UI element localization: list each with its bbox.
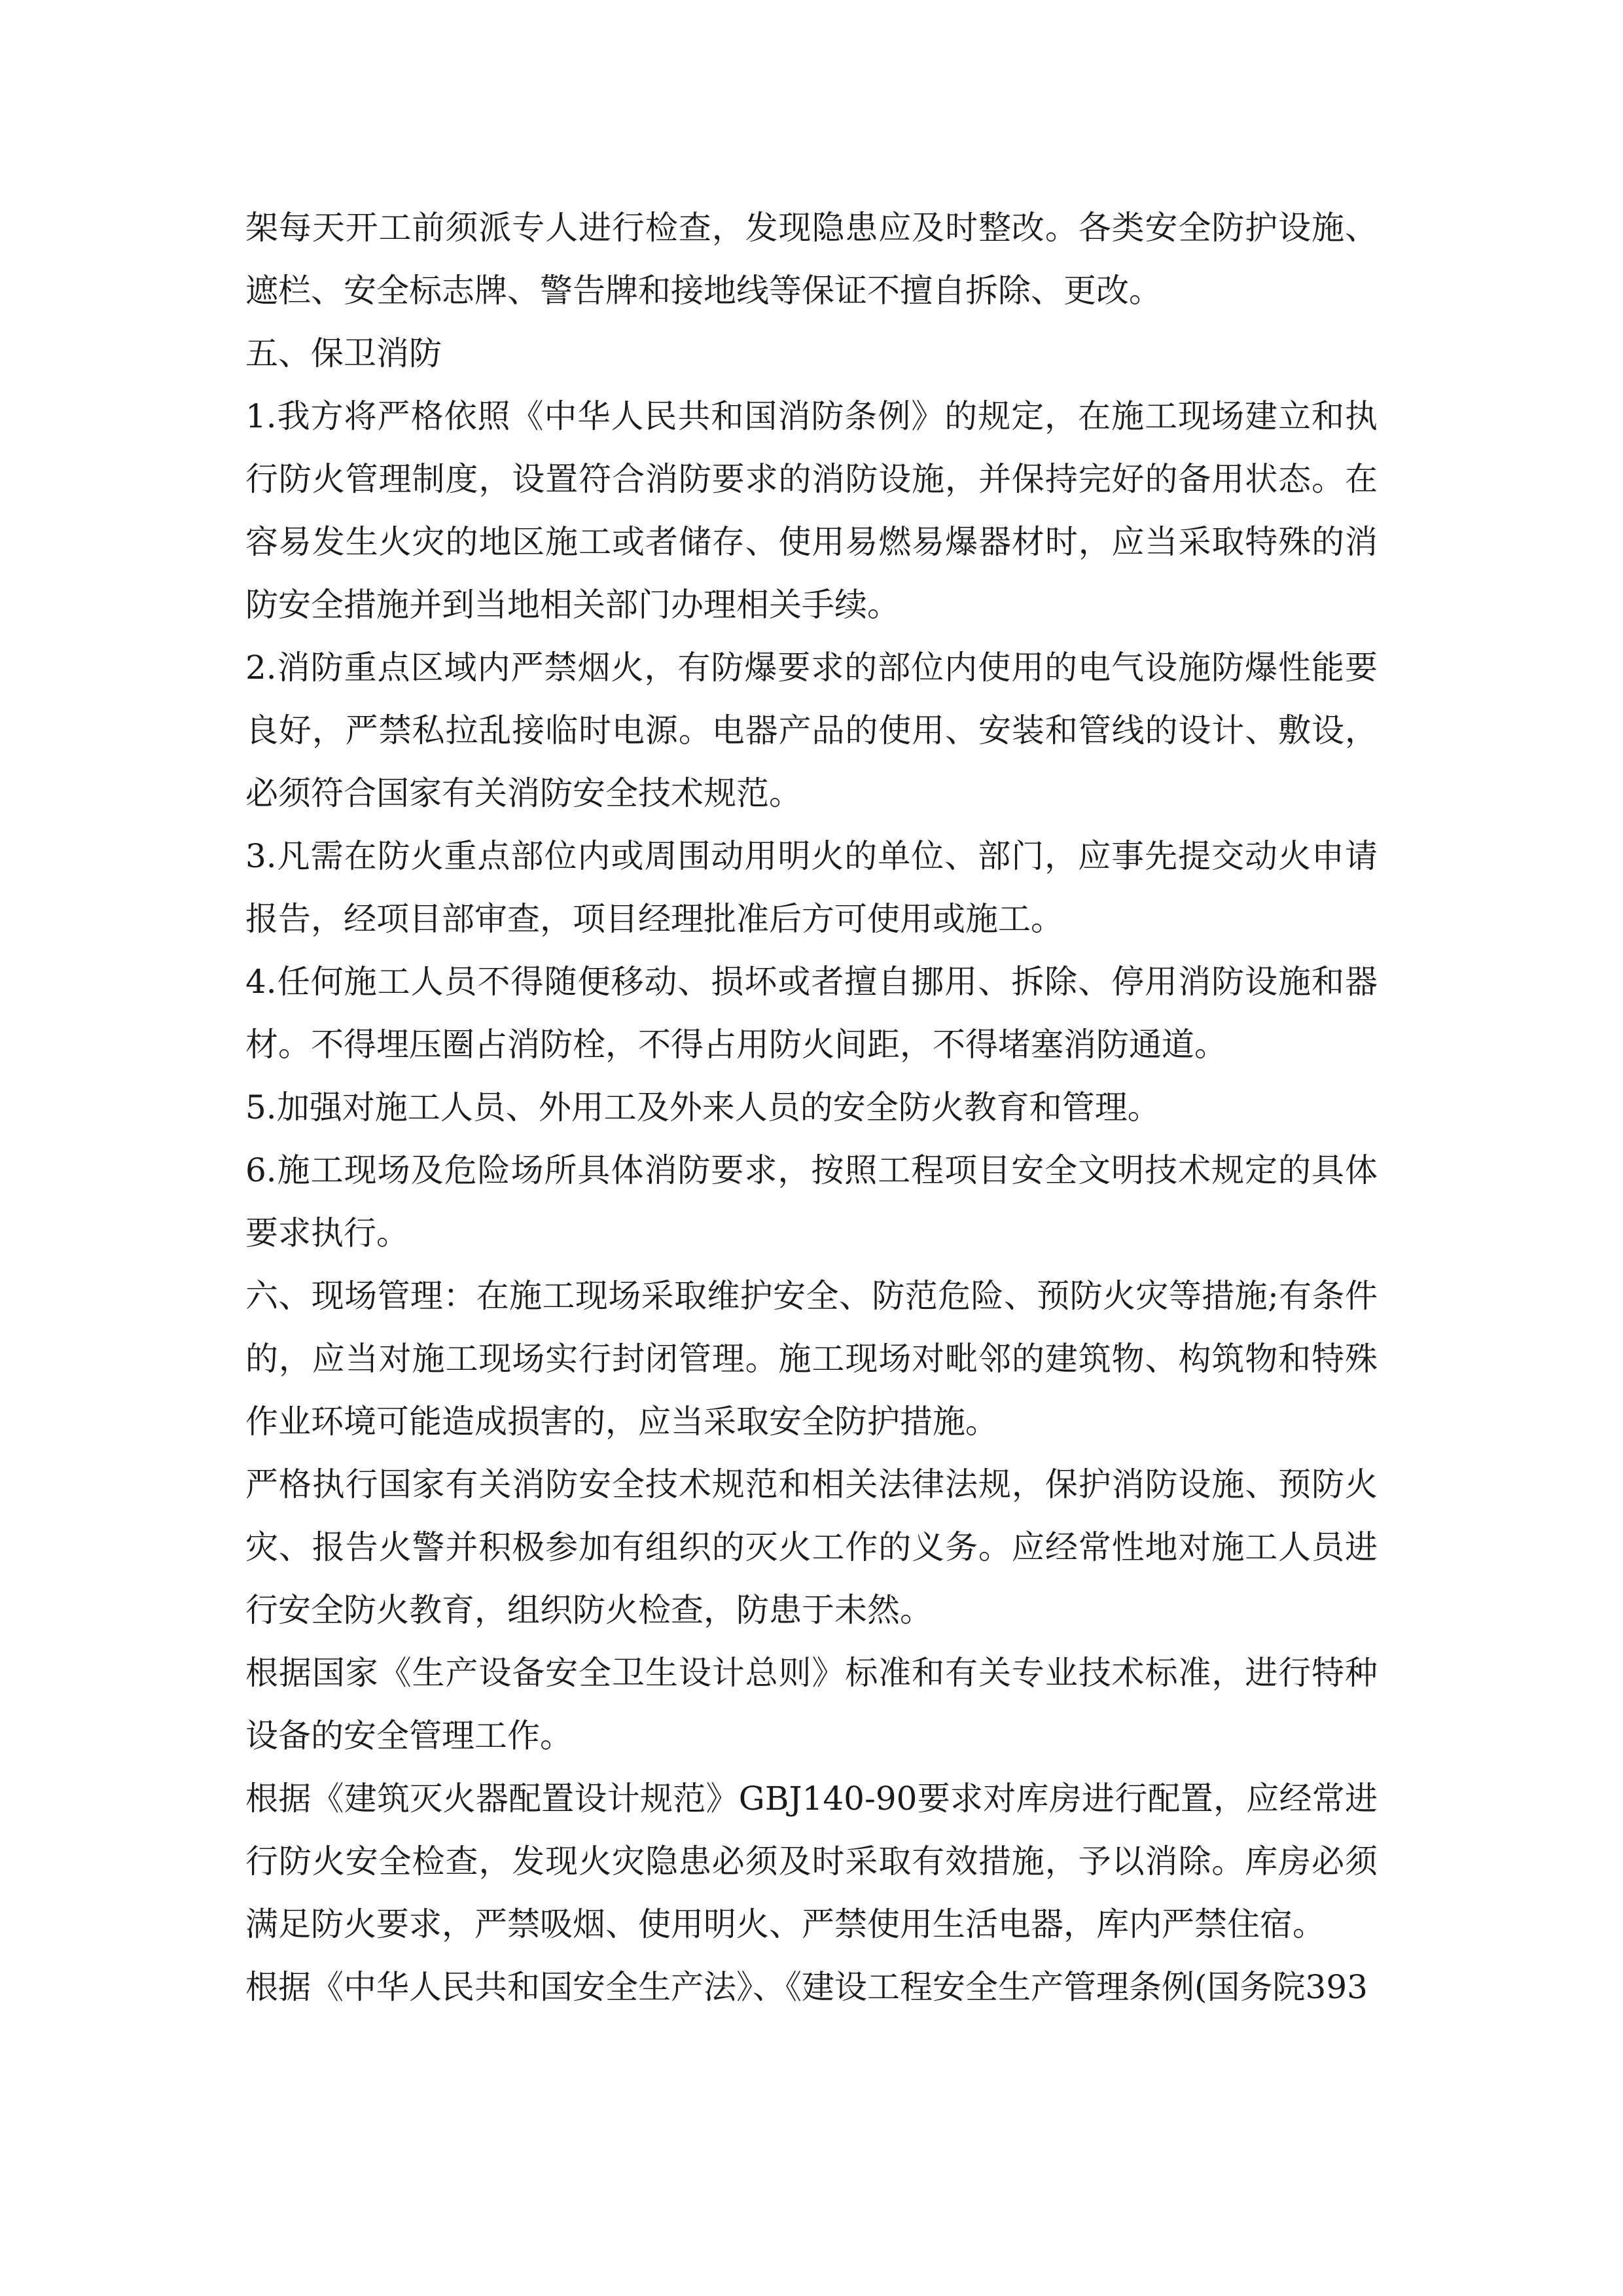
paragraph: 根据《中华人民共和国安全生产法》、《建设工程安全生产管理条例(国务院393 [245, 1968, 1368, 2006]
paragraph: 根据国家《生产设备安全卫生设计总则》标准和有关专业技术标准，进行特种设备的安全管理工作。 [245, 1654, 1378, 1755]
section-heading: 五、保卫消防 [245, 334, 442, 372]
paragraph: 1.我方将严格依照《中华人民共和国消防条例》的规定，在施工现场建立和执行防火管理制度，设置符合消防要求的消防设施，并保持完好的备用状态。在容易发生火灾的地区施工或者储存、使用易燃易爆器材时，应当采取特殊的消防安全措施并到当地相关部门办理相关手续。 [245, 397, 1378, 624]
paragraph: 5.加强对施工人员、外用工及外来人员的安全防火教育和管理。 [245, 1088, 1160, 1126]
paragraph: 严格执行国家有关消防安全技术规范和相关法律法规，保护消防设施、预防火灾、报告火警并积极参加有组织的灭火工作的义务。应经常性地对施工人员进行安全防火教育，组织防火检查，防患于未然。 [245, 1465, 1378, 1629]
paragraph: 6.施工现场及危险场所具体消防要求，按照工程项目安全文明技术规定的具体要求执行。 [245, 1151, 1378, 1252]
paragraph: 根据《建筑灭火器配置设计规范》GBJ140-90要求对库房进行配置，应经常进行防火安全检查，发现火灾隐患必须及时采取有效措施，予以消除。库房必须满足防火要求，严禁吸烟、使用明火、严禁使用生活电器，库内严禁住宿。 [245, 1780, 1378, 1943]
paragraph: 架每天开工前须派专人进行检查，发现隐患应及时整改。各类安全防护设施、遮栏、安全标志牌、警告牌和接地线等保证不擅自拆除、更改。 [245, 209, 1378, 310]
paragraph: 4.任何施工人员不得随便移动、损坏或者擅自挪用、拆除、停用消防设施和器材。不得埋压圈占消防栓，不得占用防火间距，不得堵塞消防通道。 [245, 963, 1378, 1064]
paragraph: 3.凡需在防火重点部位内或周围动用明火的单位、部门，应事先提交动火申请报告，经项目部审查，项目经理批准后方可使用或施工。 [245, 837, 1378, 938]
document-page [245, 196, 1378, 2018]
paragraph: 2.消防重点区域内严禁烟火，有防爆要求的部位内使用的电气设施防爆性能要良好，严禁私拉乱接临时电源。电器产品的使用、安装和管线的设计、敷设，必须符合国家有关消防安全技术规范。 [245, 649, 1378, 812]
paragraph: 六、现场管理：在施工现场采取维护安全、防范危险、预防火灾等措施;有条件的，应当对施工现场实行封闭管理。施工现场对毗邻的建筑物、构筑物和特殊作业环境可能造成损害的，应当采取安全防护措施。 [245, 1277, 1378, 1441]
